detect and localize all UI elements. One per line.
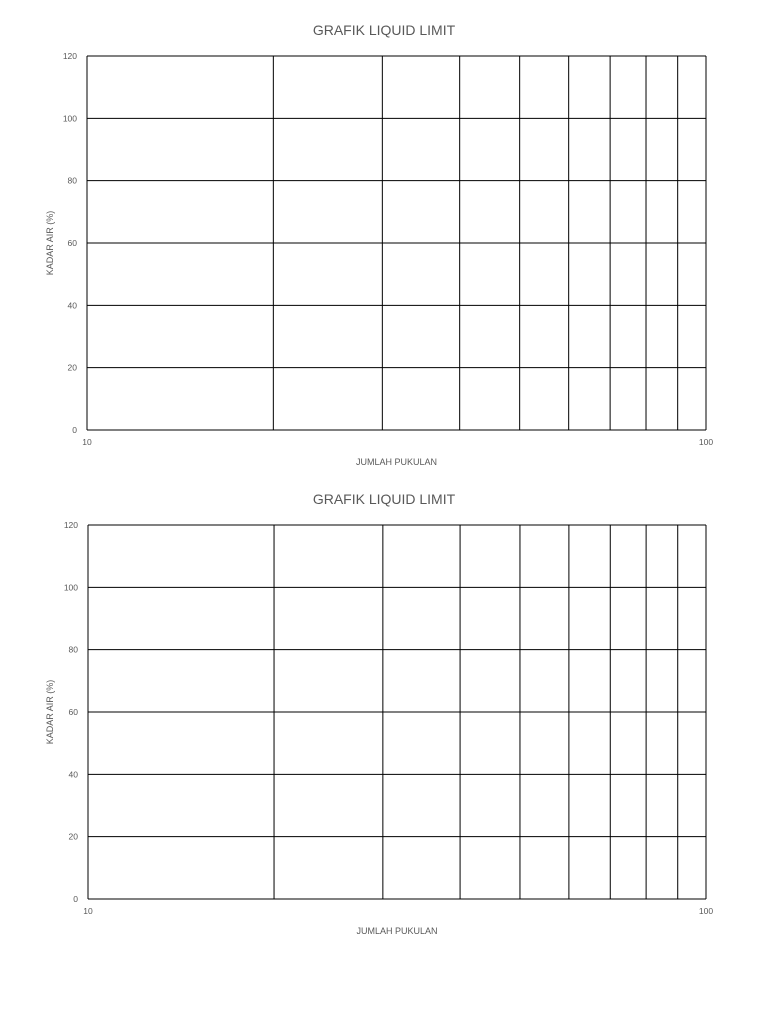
x-tick-label: 10 [83, 906, 93, 916]
y-tick-label: 80 [67, 175, 77, 186]
chart-title: GRAFIK LIQUID LIMIT [312, 22, 456, 38]
y-tick-label: 80 [68, 644, 78, 655]
chart-plot [0, 469, 768, 939]
y-tick-label: 60 [67, 238, 77, 248]
y-tick-label: 120 [63, 520, 78, 530]
y-tick-label: 0 [73, 894, 78, 904]
x-tick-label: 10 [82, 437, 92, 447]
y-tick-label: 40 [67, 300, 77, 311]
y-axis-title: KADAR AIR (%) [45, 210, 55, 276]
y-tick-label: 100 [63, 582, 78, 593]
y-tick-label: 40 [68, 769, 78, 780]
y-tick-label: 60 [68, 707, 78, 717]
chart-title: GRAFIK LIQUID LIMIT [312, 491, 456, 507]
y-tick-label: 100 [62, 113, 77, 124]
chart-plot [0, 0, 768, 470]
y-tick-label: 120 [62, 51, 77, 61]
x-tick-label: 100 [698, 906, 714, 916]
x-tick-label: 100 [698, 437, 714, 447]
y-tick-label: 20 [67, 362, 77, 373]
y-tick-label: 20 [68, 831, 78, 842]
x-axis-title: JUMLAH PUKULAN [355, 457, 438, 467]
x-axis-title: JUMLAH PUKULAN [356, 926, 438, 936]
chart-liquid-limit-2 [0, 469, 768, 939]
chart-liquid-limit-1 [0, 0, 768, 470]
y-axis-title: KADAR AIR (%) [45, 679, 55, 745]
y-tick-label: 0 [72, 425, 77, 435]
